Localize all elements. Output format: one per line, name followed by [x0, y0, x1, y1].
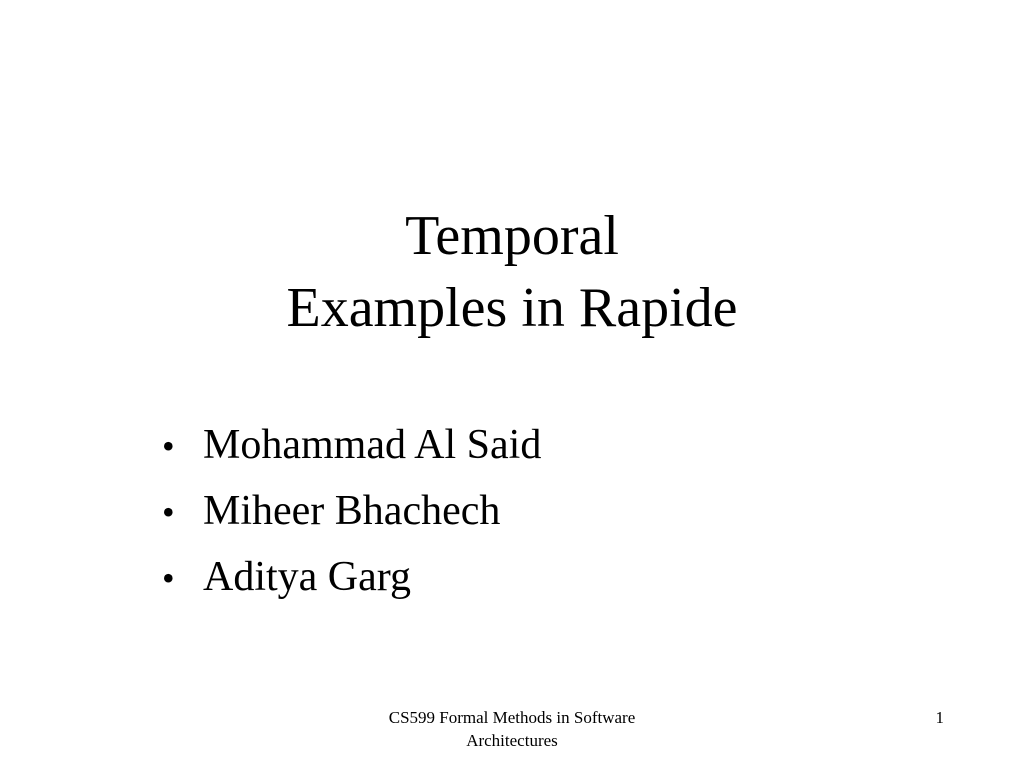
- author-name: Aditya Garg: [203, 554, 412, 600]
- list-item: [162, 415, 541, 481]
- bullet-icon: •: [162, 558, 175, 598]
- footer-line-1: CS599 Formal Methods in Software: [388, 708, 636, 727]
- bullet-icon: •: [162, 492, 175, 532]
- list-item: [162, 547, 541, 613]
- title-line-1: Temporal: [405, 205, 619, 267]
- slide-title: [0, 200, 1024, 344]
- title-line-2: Examples in Rapide: [286, 277, 738, 339]
- footer-line-2: Architectures: [466, 731, 558, 750]
- author-list: [162, 415, 541, 613]
- author-name: Mohammad Al Said: [203, 422, 542, 468]
- author-name: Miheer Bhachech: [203, 488, 501, 534]
- bullet-icon: •: [162, 426, 175, 466]
- footer-course-title: [312, 706, 712, 752]
- list-item: [162, 481, 541, 547]
- page-number: 1: [935, 708, 944, 727]
